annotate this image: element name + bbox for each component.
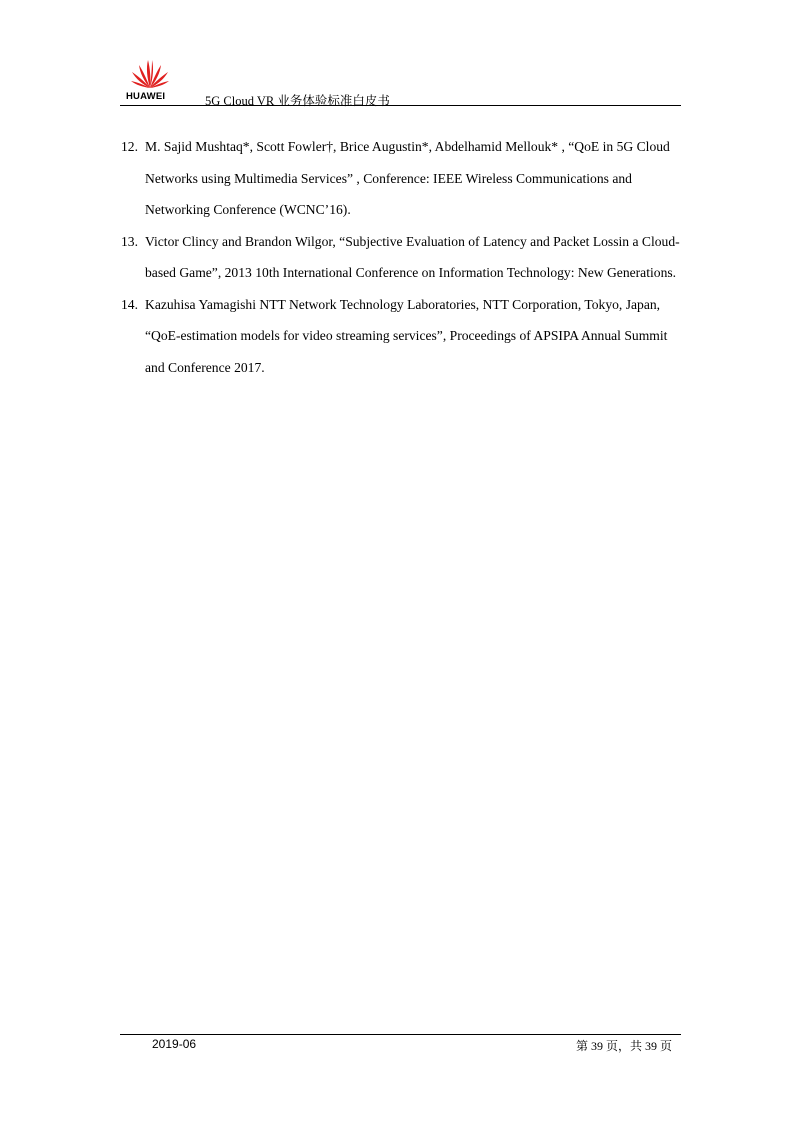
reference-item	[121, 226, 681, 289]
huawei-petals-icon	[130, 56, 170, 90]
reference-number: 14.	[121, 296, 138, 312]
document-title: 5G Cloud VR 业务体验标准白皮书	[205, 94, 390, 108]
reference-number: 12.	[121, 139, 138, 154]
footer-date: 2019-06	[152, 1037, 197, 1051]
reference-text: M. Sajid Mushtaq*, Scott Fowler†, Brice Augustin*, Abdelhamid Mellouk* , “QoE in 5G Cloud Networks using Multimedia Services” , Conference: IEEE Wireless Communications and Networking Conference (WCNC’16).	[145, 139, 670, 217]
reference-number: 13.	[121, 233, 138, 249]
footer-divider	[120, 1034, 681, 1035]
reference-list	[121, 131, 681, 383]
page-number: 第 39 页，共 39 页	[575, 1039, 672, 1053]
page-header	[120, 56, 681, 106]
reference-item	[121, 289, 681, 384]
reference-text: Victor Clincy and Brandon Wilgor, “Subjective Evaluation of Latency and Packet Lossin a Cloud-based Game”, 2013 10th International Conference on Information Technology: New Generations.	[145, 233, 680, 280]
reference-text: Kazuhisa Yamagishi NTT Network Technology Laboratories, NTT Corporation, Tokyo, Japan, “QoE-estimation models for video streaming services”, Proceedings of APSIPA Annual Summit and Conference 2017.	[145, 296, 668, 375]
reference-item	[121, 131, 681, 226]
logo-wordmark: HUAWEI	[126, 91, 166, 102]
huawei-logo	[126, 56, 174, 102]
header-divider	[120, 105, 681, 106]
